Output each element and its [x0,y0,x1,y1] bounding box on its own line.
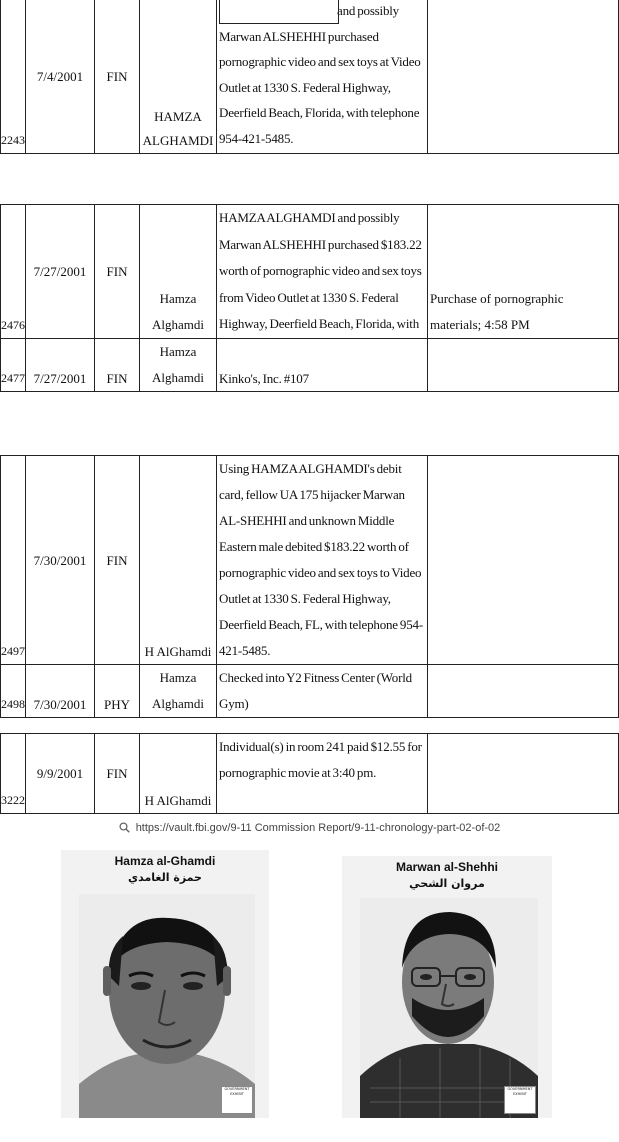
row-description: Kinko's, Inc. #107 [217,339,428,392]
row-date: 7/4/2001 [26,0,95,153]
row-person: HAMZA ALGHAMDI [140,0,217,153]
row-date: 7/30/2001 [26,456,95,665]
row-type: FIN [95,339,140,392]
row-person: H AlGhamdi [140,456,217,665]
source-caption [0,815,619,841]
search-icon [119,822,130,833]
exhibit-label: GOVERNMENT EXHIBIT [221,1086,253,1114]
row-id: 3222 [1,734,26,814]
row-description-text: and possibly Marwan ALSHEHHI purchased pornographic video and sex toys at Video Outlet at 1330 S. Federal Highway, Deerfield Beach, Florida, with telephone 954-421-5485. [219,3,421,146]
row-id: 2477 [1,339,26,392]
row-date: 9/9/2001 [26,734,95,814]
row-date: 7/30/2001 [26,665,95,718]
row-type: FIN [95,205,140,339]
table-row [1,205,619,339]
row-description: Individual(s) in room 241 paid $12.55 for pornographic movie at 3:40 pm. [217,734,428,814]
row-note: Purchase of pornographic materials; 4:58 PM [428,205,619,339]
row-id: 2243 [1,0,26,153]
row-person: Hamza Alghamdi [140,665,217,718]
source-url[interactable]: https://vault.fbi.gov/9-11 Commission Report/9-11-chronology-part-02-of-02 [135,822,501,834]
photo-name: Hamza al-Ghamdi [114,854,216,868]
row-id: 2498 [1,665,26,718]
row-date: 7/27/2001 [26,205,95,339]
chronology-table-block-3 [0,455,619,718]
photo-card-marwan [342,856,552,1118]
row-description: Using HAMZA ALGHAMDI's debit card, fellow UA 175 hijacker Marwan AL-SHEHHI and unknown Middle Eastern male debited $183.22 worth of pornographic video and sex toys to Video Outlet at 1330 S. Federal Highway, Deerfield Beach, FL, with telephone 954-421-5485. [217,456,428,665]
chronology-table-block-2 [0,204,619,392]
row-note [428,0,619,153]
row-id: 2497 [1,456,26,665]
row-type: FIN [95,456,140,665]
table-row [1,734,619,814]
table-row [1,339,619,392]
row-description [217,0,428,153]
row-note [428,456,619,665]
photo-card-hamza [61,850,269,1118]
row-person: Hamza Alghamdi [140,339,217,392]
portrait-hamza [79,894,255,1118]
table-row [1,0,619,153]
table-row [1,456,619,665]
portrait-marwan [360,898,538,1118]
row-description: Checked into Y2 Fitness Center (World Gym) [217,665,428,718]
row-type: PHY [95,665,140,718]
chronology-table-block-1 [0,0,619,154]
table-row [1,665,619,718]
row-note [428,734,619,814]
row-person: Hamza Alghamdi [140,205,217,339]
row-id: 2476 [1,205,26,339]
row-date: 7/27/2001 [26,339,95,392]
photo-name: Marwan al-Shehhi [395,860,499,874]
row-type: FIN [95,734,140,814]
exhibit-label: GOVERNMENT EXHIBIT [504,1086,536,1114]
row-person: H AlGhamdi [140,734,217,814]
photo-name-arabic: حمزة الغامدي [128,871,202,884]
row-note [428,339,619,392]
row-description: HAMZA ALGHAMDI and possibly Marwan ALSHEHHI purchased $183.22 worth of pornographic video and sex toys from Video Outlet at 1330 S. Federal Highway, Deerfield Beach, Florida, with [217,205,428,339]
row-note [428,665,619,718]
portrait-image [360,898,538,1118]
portrait-image [79,894,255,1118]
row-type: FIN [95,0,140,153]
chronology-table-block-4 [0,733,619,814]
photo-name-arabic: مروان الشحي [409,877,485,890]
